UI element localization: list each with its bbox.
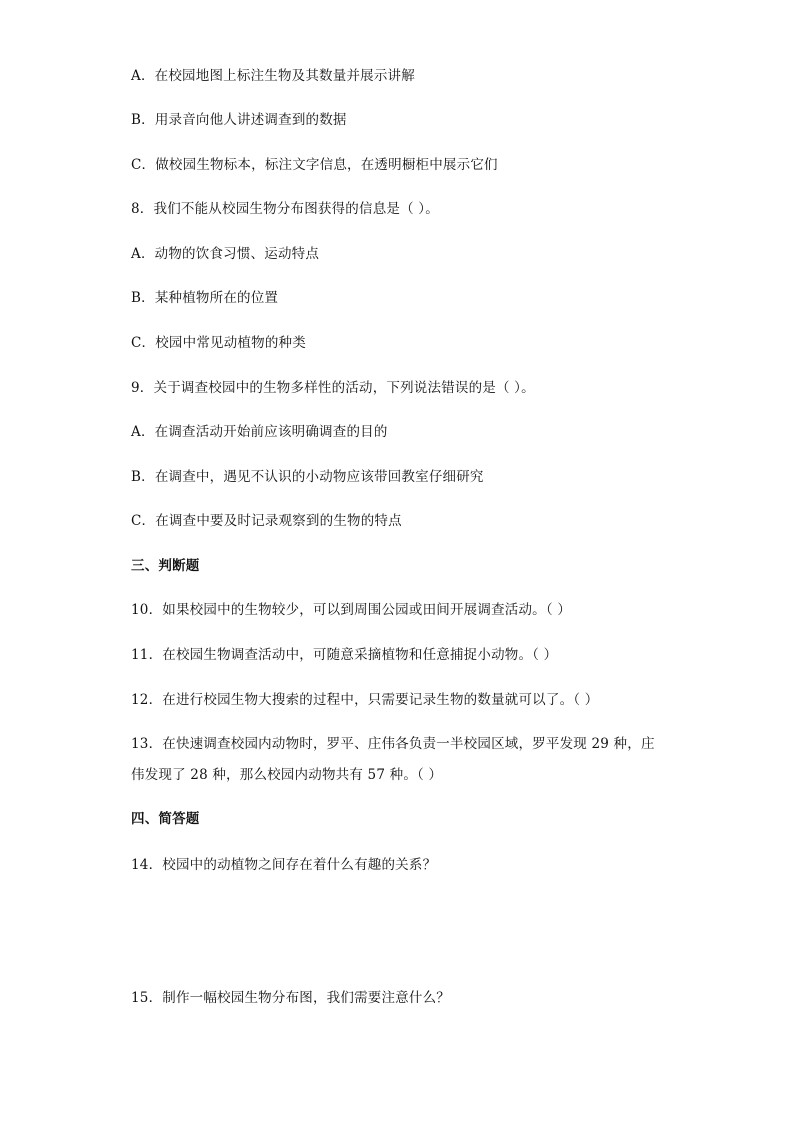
q7-option-a: A．在校园地图上标注生物及其数量并展示讲解	[131, 68, 415, 84]
question-10: 10．如果校园中的生物较少，可以到周围公园或田间开展调查活动。（ ）	[131, 602, 572, 618]
question-8: 8．我们不能从校园生物分布图获得的信息是（ ）。	[131, 201, 439, 217]
q9-option-b: B．在调查中，遇见不认识的小动物应该带回教室仔细研究	[131, 469, 484, 485]
question-13-line-2: 伟发现了 28 种，那么校园内动物共有 57 种。（ ）	[131, 767, 443, 783]
question-11: 11．在校园生物调查活动中，可随意采摘植物和任意捕捉小动物。（ ）	[131, 647, 558, 663]
section-heading-short-answer: 四、简答题	[131, 811, 200, 827]
question-9: 9．关于调查校园中的生物多样性的活动，下列说法错误的是（ ）。	[131, 380, 535, 396]
question-13-line-1: 13．在快速调查校园内动物时，罗平、庄伟各负责一半校园区域，罗平发现 29 种，庄	[131, 736, 655, 752]
q7-option-b: B．用录音向他人讲述调查到的数据	[131, 112, 347, 128]
question-14: 14．校园中的动植物之间存在着什么有趣的关系？	[131, 857, 437, 873]
q9-option-c: C．在调查中要及时记录观察到的生物的特点	[131, 513, 402, 529]
q9-option-a: A．在调查活动开始前应该明确调查的目的	[131, 424, 388, 440]
q8-option-b: B．某种植物所在的位置	[131, 290, 279, 306]
question-12: 12．在进行校园生物大搜索的过程中，只需要记录生物的数量就可以了。（ ）	[131, 692, 599, 708]
q8-option-a: A．动物的饮食习惯、运动特点	[131, 246, 320, 262]
q7-option-c: C．做校园生物标本，标注文字信息，在透明橱柜中展示它们	[131, 157, 498, 173]
section-heading-true-false: 三、判断题	[131, 558, 200, 574]
q8-option-c: C．校园中常见动植物的种类	[131, 335, 306, 351]
question-15: 15．制作一幅校园生物分布图，我们需要注意什么？	[131, 990, 450, 1006]
